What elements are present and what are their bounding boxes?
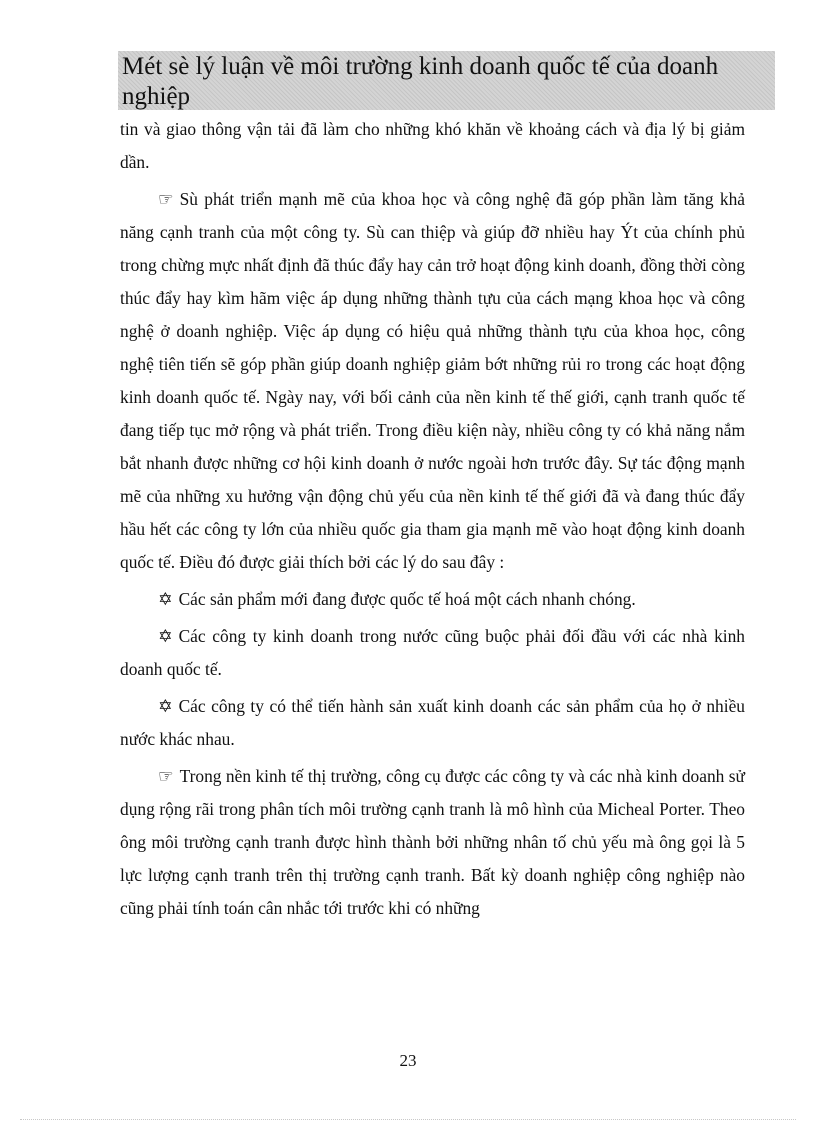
- body-text: [120, 113, 745, 925]
- list-item-text: Các sản phẩm mới đang được quốc tế hoá một cách nhanh chóng.: [178, 589, 636, 609]
- list-item-text: Các công ty kinh doanh trong nước cũng buộc phải đối đầu với các nhà kinh doanh quốc tế.: [120, 626, 745, 679]
- paragraph-text: Trong nền kinh tế thị trường, công cụ được các công ty và các nhà kinh doanh sử dụng rộng rãi trong phân tích môi trường cạnh tranh là mô hình của Micheal Porter. Theo ông môi trường cạnh tranh được hình thành bởi những nhân tố chủ yếu mà ông gọi là 5 lực lượng cạnh tranh trên thị trường cạnh tranh. Bất kỳ doanh nghiệp công nghiệp nào cũng phải tính toán cân nhắc tới trước khi có những: [120, 766, 745, 918]
- star-of-david-icon: ✡: [158, 626, 173, 646]
- star-of-david-icon: ✡: [158, 589, 173, 609]
- paragraph-tech: [120, 183, 745, 579]
- list-item-reason-1: [120, 583, 745, 616]
- header-title: Mét sè lý luận về môi trường kinh doanh quốc tế của doanh nghiệp: [122, 53, 719, 110]
- star-of-david-icon: ✡: [158, 696, 173, 716]
- pointing-hand-icon: ☞: [158, 189, 174, 209]
- page-bottom-divider: [20, 1119, 796, 1120]
- running-header: [118, 51, 775, 110]
- list-item-reason-3: [120, 690, 745, 756]
- page-number: 23: [399, 1051, 417, 1070]
- list-item-text: Các công ty có thể tiến hành sản xuất kinh doanh các sản phẩm của họ ở nhiều nước khác nhau.: [120, 696, 745, 749]
- paragraph-text: Sù phát triển mạnh mẽ của khoa học và công nghệ đã góp phần làm tăng khả năng cạnh tranh của một công ty. Sù can thiệp và giúp đỡ nhiều hay Ýt của chính phủ trong chừng mực nhất định đã thúc đẩy hay cản trở hoạt động kinh doanh, đồng thời còng thúc đẩy hay kìm hãm việc áp dụng những thành tựu của cách mạng khoa học và công nghệ ở doanh nghiệp. Việc áp dụng có hiệu quả những thành tựu của khoa học, công nghệ tiên tiến sẽ góp phần giúp doanh nghiệp giảm bớt những rủi ro trong các hoạt động kinh doanh quốc tế. Ngày nay, với bối cảnh của nền kinh tế thế giới, cạnh tranh quốc tế đang tiếp tục mở rộng và phát triển. Trong điều kiện này, nhiều công ty có khả năng nắm bắt nhanh được những cơ hội kinh doanh ở nước ngoài hơn trước đây. Sự tác động mạnh mẽ của những xu hưởng vận động chủ yếu của nền kinh tế thế giới đã và đang thúc đẩy hầu hết các công ty lớn của nhiều quốc gia tham gia mạnh mẽ vào hoạt động kinh doanh quốc tế. Điều đó được giải thích bởi các lý do sau đây :: [120, 189, 745, 572]
- paragraph-continued: tin và giao thông vận tải đã làm cho những khó khăn về khoảng cách và địa lý bị giảm dần.: [120, 119, 745, 172]
- pointing-hand-icon: ☞: [158, 766, 174, 786]
- list-item-reason-2: [120, 620, 745, 686]
- paragraph-porter: [120, 760, 745, 925]
